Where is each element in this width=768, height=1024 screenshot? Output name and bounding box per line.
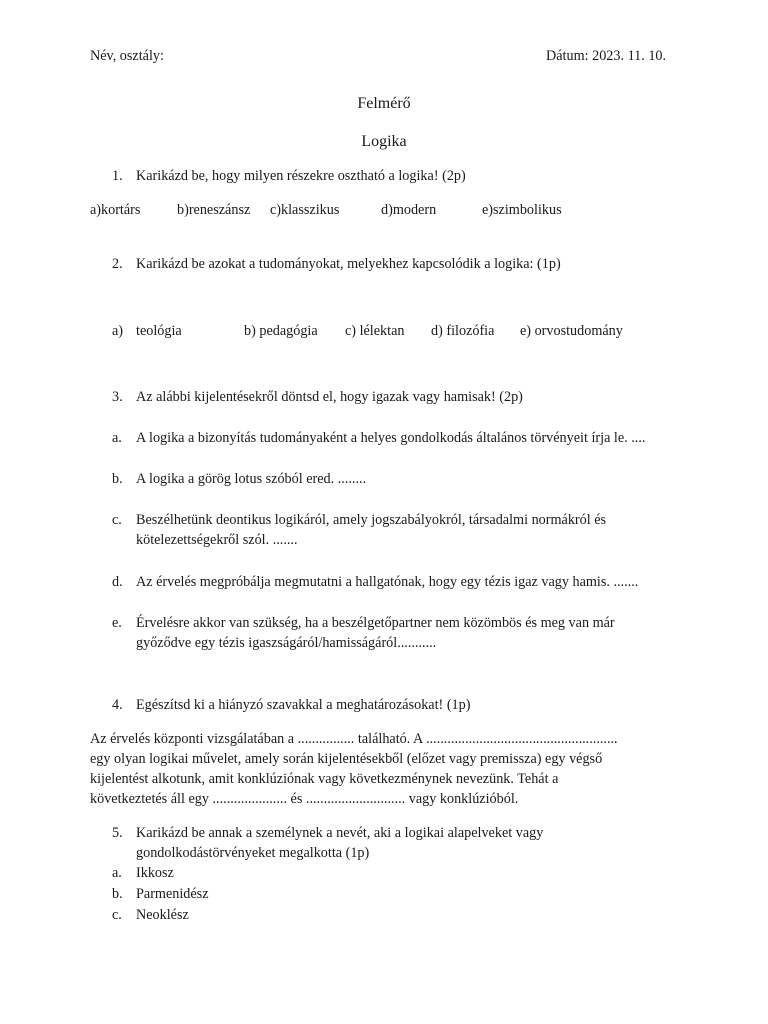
q5-option-b[interactable]: Parmenidész	[136, 886, 209, 902]
q4-paragraph-line1: Az érvelés központi vizsgálatában a ................ található. A ......................................................	[90, 731, 618, 747]
q2-option-e[interactable]: e) orvostudomány	[520, 323, 623, 339]
q5-option-c[interactable]: Neoklész	[136, 907, 189, 923]
q5-option-c-letter: c.	[112, 907, 122, 923]
q3-item-e-text-line1: Érvelésre akkor van szükség, ha a beszélgetőpartner nem közömbös és meg van már	[136, 615, 615, 631]
q2-option-b[interactable]: b) pedagógia	[244, 323, 318, 339]
q1-option-a[interactable]: a)kortárs	[90, 202, 141, 218]
q1-option-b[interactable]: b)reneszánsz	[177, 202, 251, 218]
q2-option-a[interactable]: teológia	[136, 323, 182, 339]
q3-text: Az alábbi kijelentésekről döntsd el, hogy igazak vagy hamisak! (2p)	[136, 389, 523, 405]
q1-option-c[interactable]: c)klasszikus	[270, 202, 340, 218]
q3-item-b-text: A logika a görög lotus szóból ered. ........	[136, 471, 367, 487]
q3-number: 3.	[112, 389, 123, 405]
q3-item-d-letter: d.	[112, 574, 123, 590]
q2-text: Karikázd be azokat a tudományokat, melyekhez kapcsolódik a logika: (1p)	[136, 256, 561, 272]
page-title: Felmérő	[357, 95, 411, 112]
q1-option-e[interactable]: e)szimbolikus	[482, 202, 562, 218]
q3-item-a-text: A logika a bizonyítás tudományaként a helyes gondolkodás általános törvényeit írja le. ....	[136, 430, 646, 446]
page-subtitle: Logika	[361, 133, 407, 150]
q2-number: 2.	[112, 256, 123, 272]
q3-item-c-text-line2: kötelezettségekről szól. .......	[136, 532, 298, 548]
q3-item-e-letter: e.	[112, 615, 122, 631]
q3-item-a-letter: a.	[112, 430, 122, 446]
q2-option-a-letter: a)	[112, 323, 124, 339]
q4-paragraph-line3: kijelentést alkotunk, amit konklúziónak vagy következménynek nevezünk. Tehát a	[90, 771, 559, 787]
q4-number: 4.	[112, 697, 123, 713]
q4-paragraph-line4: következtetés áll egy ..................... és ............................ vagy konklúzióból.	[90, 791, 519, 807]
q3-item-c-text-line1: Beszélhetünk deontikus logikáról, amely jogszabályokról, társadalmi normákról és	[136, 512, 607, 528]
q4-text: Egészítsd ki a hiányzó szavakkal a meghatározásokat! (1p)	[136, 697, 471, 713]
date-label: Dátum: 2023. 11. 10.	[546, 48, 667, 64]
name-class-label: Név, osztály:	[90, 48, 164, 64]
q5-option-a-letter: a.	[112, 865, 122, 881]
q2-option-d[interactable]: d) filozófia	[431, 323, 495, 339]
q3-item-b-letter: b.	[112, 471, 123, 487]
q5-option-b-letter: b.	[112, 886, 123, 902]
q1-number: 1.	[112, 168, 123, 184]
q5-text-line2: gondolkodástörvényeket megalkotta (1p)	[136, 845, 370, 861]
q4-paragraph-line2: egy olyan logikai művelet, amely során kijelentésekből (előzet vagy premissza) egy végső	[90, 751, 603, 767]
q5-option-a[interactable]: Ikkosz	[136, 865, 174, 881]
q1-option-d[interactable]: d)modern	[381, 202, 437, 218]
q3-item-d-text: Az érvelés megpróbálja megmutatni a hallgatónak, hogy egy tézis igaz vagy hamis. .......	[136, 574, 639, 590]
q1-text: Karikázd be, hogy milyen részekre osztható a logika! (2p)	[136, 168, 466, 184]
q5-text-line1: Karikázd be annak a személynek a nevét, aki a logikai alapelveket vagy	[136, 825, 544, 841]
q3-item-e-text-line2: győződve egy tézis igaszságáról/hamisságáról...........	[136, 635, 437, 651]
q3-item-c-letter: c.	[112, 512, 122, 528]
q5-number: 5.	[112, 825, 123, 841]
q2-option-c[interactable]: c) lélektan	[345, 323, 405, 339]
